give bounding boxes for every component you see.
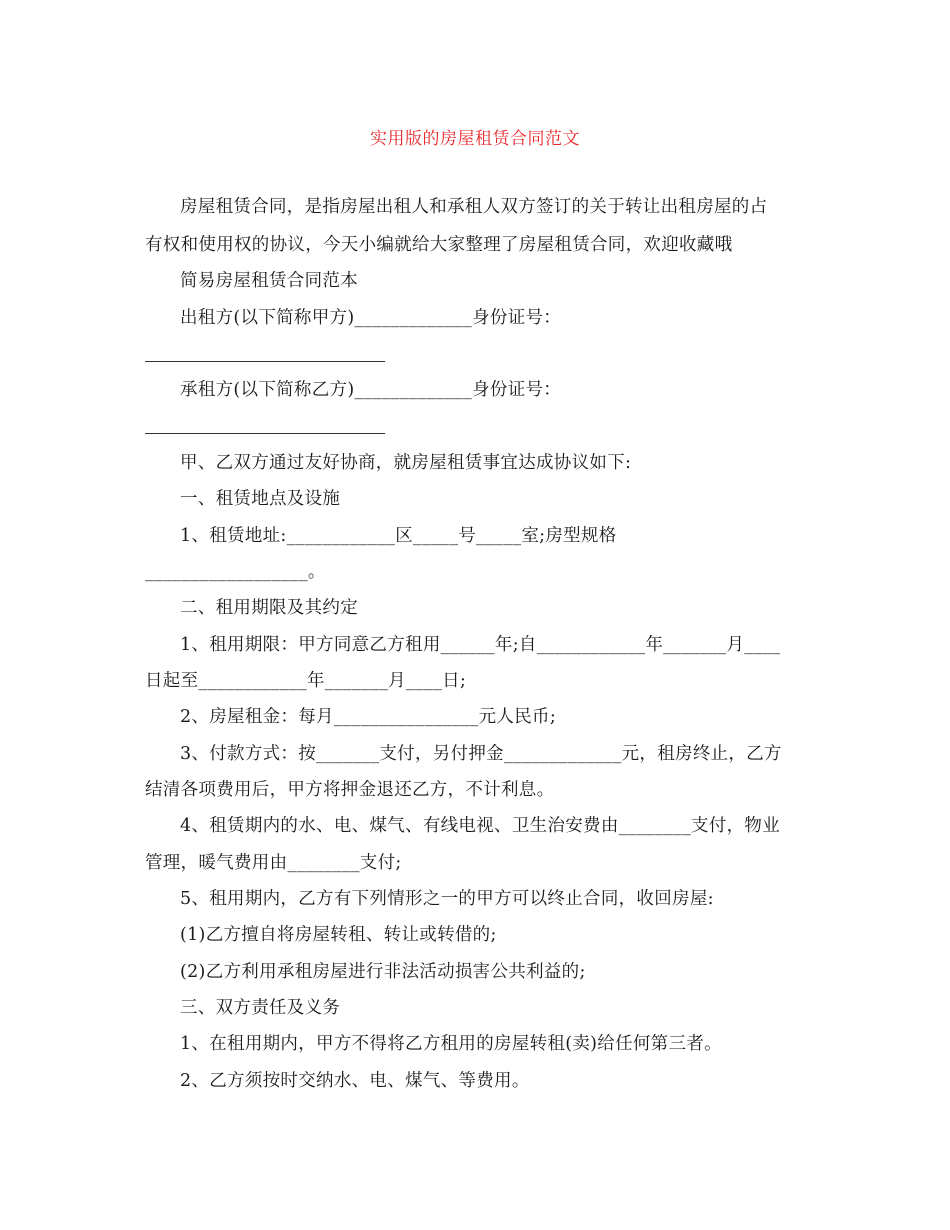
paragraph-intro-line-1: 房屋租赁合同，是指房屋出租人和承租人双方签订的关于转让出租房屋的占 <box>180 197 768 217</box>
document-title: 实用版的房屋租赁合同范文 <box>370 129 580 149</box>
lessor-id-blank-line <box>145 361 385 362</box>
clause-payment: 3、付款方式：按_______支付，另付押金_____________元，租房终止，乙方 <box>180 744 782 764</box>
section-1-heading: 一、租赁地点及设施 <box>180 489 341 509</box>
clause-utilities: 4、租赁期内的水、电、煤气、有线电视、卫生治安费由________支付，物业 <box>180 816 781 836</box>
clause-payment-cont: 结清各项费用后，甲方将押金退还乙方，不计利息。 <box>145 780 555 800</box>
section-2-heading: 二、租用期限及其约定 <box>180 598 358 618</box>
clause-termination: 5、租用期内，乙方有下列情形之一的甲方可以终止合同，收回房屋: <box>180 889 714 909</box>
lessee-id-blank-line <box>145 433 385 434</box>
section-3-heading: 三、双方责任及义务 <box>180 998 341 1018</box>
clause-termination-item-1: (1)乙方擅自将房屋转租、转让或转借的; <box>180 925 497 945</box>
lessor-field: 出租方(以下简称甲方)_____________身份证号： <box>180 308 562 328</box>
clause-duty-2: 2、乙方须按时交纳水、电、煤气、等费用。 <box>180 1071 530 1091</box>
lessee-field: 承租方(以下简称乙方)_____________身份证号： <box>180 380 562 400</box>
agreement-intro: 甲、乙双方通过友好协商，就房屋租赁事宜达成协议如下: <box>180 453 632 473</box>
clause-rent: 2、房屋租金：每月________________元人民币; <box>180 707 557 727</box>
clause-address-cont: __________________。 <box>145 562 326 582</box>
clause-term: 1、租用期限：甲方同意乙方租用______年;自____________年_______月____ <box>180 635 781 655</box>
clause-term-cont: 日起至____________年_______月____日; <box>145 671 467 691</box>
clause-duty-1: 1、在租用期内，甲方不得将乙方租用的房屋转租(卖)给任何第三者。 <box>180 1034 722 1054</box>
contract-heading: 简易房屋租赁合同范本 <box>180 271 358 291</box>
paragraph-intro-line-2: 有权和使用权的协议，今天小编就给大家整理了房屋租赁合同，欢迎收藏哦 <box>145 235 733 255</box>
clause-termination-item-2: (2)乙方利用承租房屋进行非法活动损害公共利益的; <box>180 962 586 982</box>
clause-utilities-cont: 管理，暖气费用由________支付; <box>145 853 402 873</box>
clause-address: 1、租赁地址:____________区_____号_____室;房型规格 <box>180 526 617 546</box>
